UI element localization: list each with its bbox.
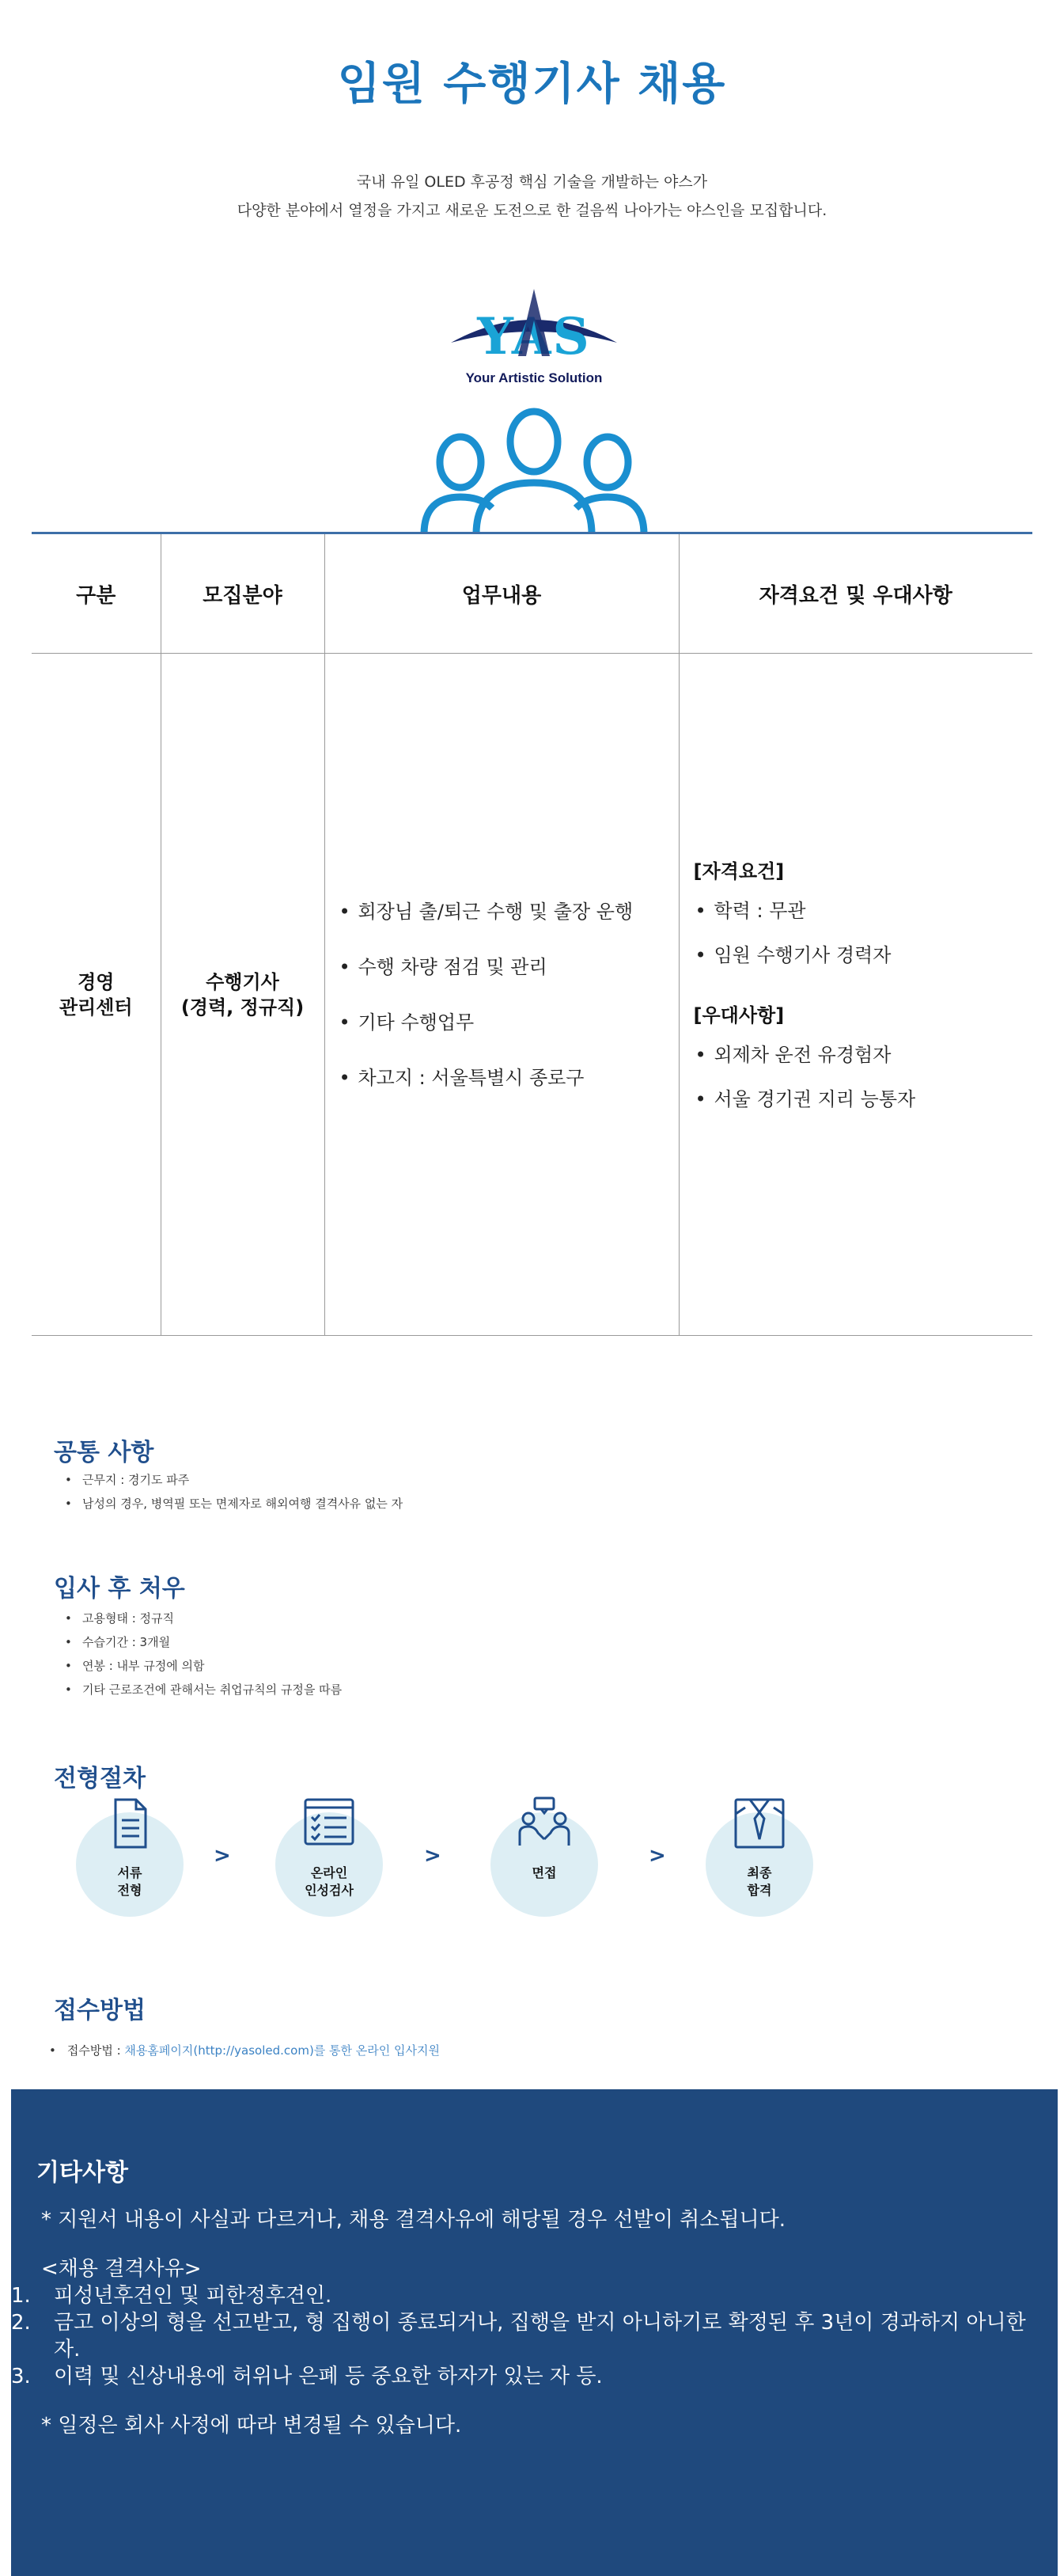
footer-note-2: * 일정은 회사 사정에 따라 변경될 수 있습니다. [41,2414,462,2438]
qualification-heading: [자격요건] [693,859,785,882]
apply-label: 접수방법 : [66,2043,125,2058]
duties-cell [324,654,679,1336]
table-header-row [32,533,1032,654]
intro-line-1: 국내 유일 OLED 후공정 핵심 기술을 개발하는 야스가 [356,173,708,191]
duty-item: • 수행 차량 점검 및 관리 [338,954,679,980]
process-step-final: 최종 합격 [706,1796,813,1917]
header-field: 모집분야 [161,533,324,654]
header-duties: 업무내용 [324,533,679,654]
header-division: 구분 [76,583,116,608]
list-item: • 근무지 : 경기도 파주 [65,1468,403,1492]
logo-tagline: Your Artistic Solution [465,370,603,385]
list-item: • 고용형태 : 정규직 [65,1607,342,1630]
benefits-section-title: 입사 후 처우 [54,1575,185,1603]
company-logo [443,281,625,392]
division-cell: 경영 관리센터 [59,970,133,1019]
list-item: • 기타 근로조건에 관해서는 취업규칙의 규정을 따름 [65,1678,342,1702]
list-item: • 남성의 경우, 병역필 또는 면제자로 해외여행 결격사유 없는 자 [65,1492,403,1516]
recruitment-table [32,532,1032,1336]
intro-line-2: 다양한 분야에서 열정을 가지고 새로운 도전으로 한 걸음씩 나아가는 야스인을 모집합니다. [237,202,827,219]
process-arrow: > [424,1844,441,1868]
reason-item: 1. 피성년후견인 및 피한정후견인. [11,2284,332,2308]
process-step-documents: 서류 전형 [76,1796,184,1917]
qualifications-cell [679,654,1032,1336]
suit-tie-icon [733,1796,786,1850]
table-row [32,654,1032,1336]
preference-heading: [우대사항] [693,1003,785,1026]
apply-section-title: 접수방법 [54,1997,146,2024]
document-icon [103,1796,157,1850]
process-arrow: > [214,1844,231,1868]
duty-item: • 회장님 출/퇴근 수행 및 출장 운행 [338,899,679,924]
header-qualifications: 자격요건 및 우대사항 [679,533,1032,654]
benefits-list [65,1607,342,1702]
footer-notes [11,2089,1058,2576]
reason-item: 3. 이력 및 신상내용에 허위나 은폐 등 중요한 하자가 있는 자 등. [11,2365,603,2388]
intro-text [0,168,1064,225]
process-step-online-test: 온라인 인성검사 [275,1796,383,1917]
footer-note-1: * 지원서 내용이 사실과 다르거나, 채용 결격사유에 해당될 경우 선발이 취소됩니다. [41,2208,786,2232]
people-icon [419,404,649,534]
preference-item: • 서울 경기권 지리 능통자 [694,1087,1033,1112]
qualification-item: • 학력 : 무관 [694,898,1033,924]
field-cell: 수행기사 (경력, 정규직) [161,654,324,1336]
duty-item: • 기타 수행업무 [338,1010,679,1035]
apply-link[interactable]: 채용홈페이지(http://yasoled.com)를 통한 온라인 입사지원 [124,2043,441,2058]
qualification-item: • 임원 수행기사 경력자 [694,943,1033,968]
apply-method: • 접수방법 : 채용홈페이지(http://yasoled.com)를 통한 온라인 입사지원 [49,2043,441,2058]
duty-item: • 차고지 : 서울특별시 종로구 [338,1065,679,1091]
process-section-title: 전형절차 [54,1765,146,1793]
interview-icon [517,1796,571,1850]
footer-title: 기타사항 [36,2159,128,2187]
list-item: • 수습기간 : 3개월 [65,1630,342,1654]
process-step-interview: 면접 [490,1796,598,1917]
logo-text: YAS [477,307,591,366]
reasons-list [11,2282,1046,2390]
common-section-title: 공통 사항 [54,1439,154,1466]
process-arrow: > [649,1844,666,1868]
checklist-icon [302,1796,356,1850]
preference-item: • 외제차 운전 유경험자 [694,1042,1033,1068]
reason-item: 2. 금고 이상의 형을 선고받고, 형 집행이 종료되거나, 집행을 받지 아니하기로 확정된 후 3년이 경과하지 아니한 자. [11,2311,1026,2362]
reasons-title: <채용 결격사유> [41,2257,202,2281]
page-title: 임원 수행기사 채용 [337,59,727,110]
list-item: • 연봉 : 내부 규정에 의함 [65,1654,342,1678]
common-list [65,1468,403,1516]
